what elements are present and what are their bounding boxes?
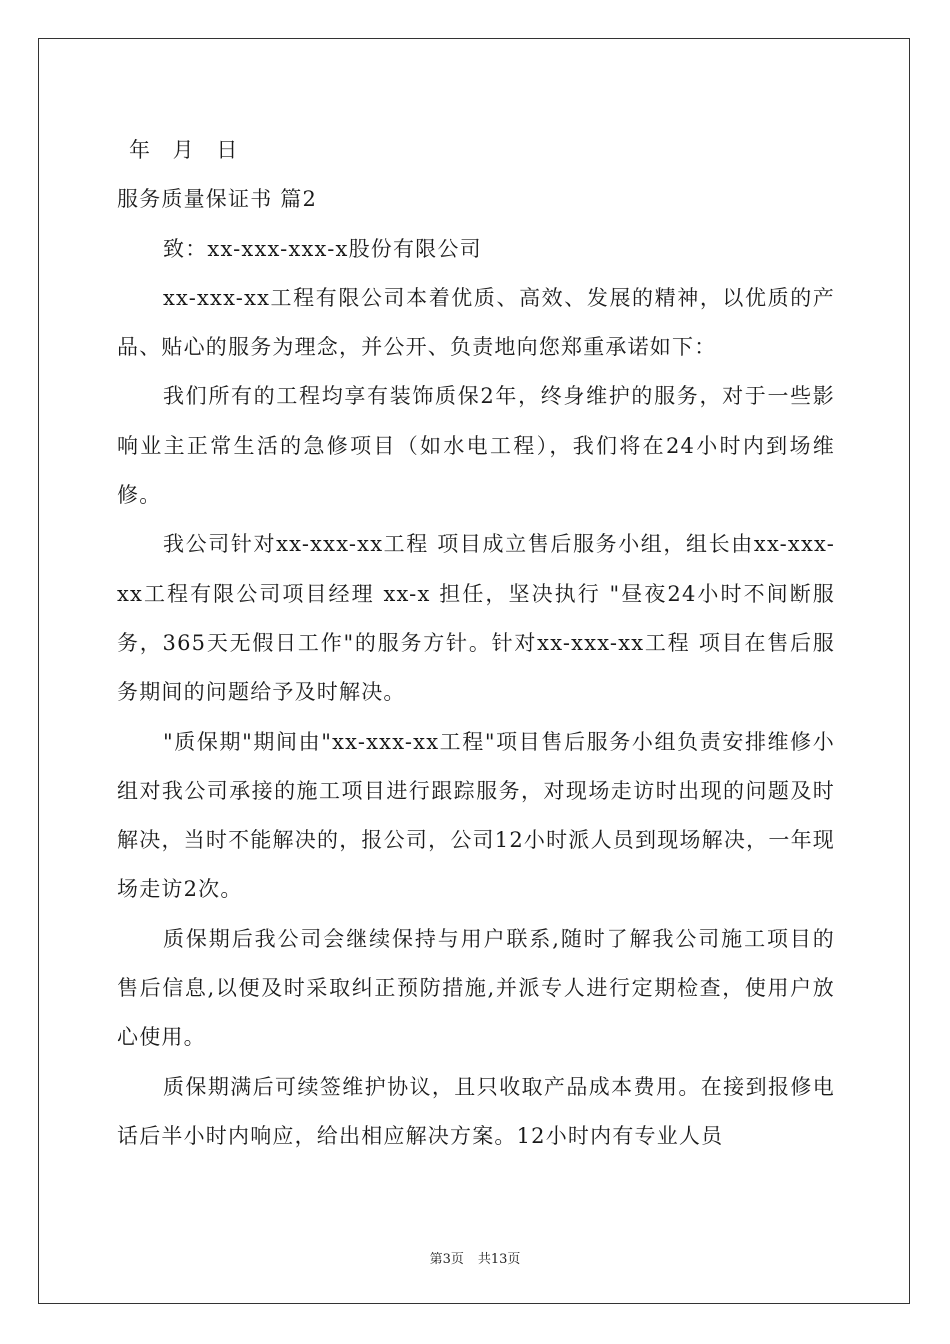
page-total: 共13页 — [477, 1252, 521, 1267]
paragraph-warranty: 我们所有的工程均享有装饰质保2年，终身维护的服务，对于一些影响业主正常生活的急修项目（如水电工程），我们将在24小时内到场维修。 — [117, 384, 835, 508]
document-body — [117, 126, 835, 1161]
paragraph-after-warranty: 质保期后我公司会继续保持与用户联系,随时了解我公司施工项目的售后信息,以便及时采取纠正预防措施,并派专人进行定期检查，使用户放心使用。 — [117, 926, 835, 1050]
addressee: 致：xx-xxx-xxx-x股份有限公司 — [163, 236, 482, 261]
page-footer — [0, 1248, 950, 1267]
paragraph-renewal: 质保期满后可续签维护协议，且只收取产品成本费用。在接到报修电话后半小时内响应，给出相应解决方案。12小时内有专业人员 — [117, 1074, 835, 1148]
paragraph-warranty-period: "质保期"期间由"xx-xxx-xx工程"项目售后服务小组负责安排维修小组对我公司承接的施工项目进行跟踪服务，对现场走访时出现的问题及时解决，当时不能解决的，报公司，公司12小时派人员到现场解决，一年现场走访2次。 — [117, 729, 835, 902]
page-number: 第3页 — [429, 1252, 464, 1267]
paragraph-service-team: 我公司针对xx-xxx-xx工程 项目成立售后服务小组，组长由xx-xxx-xx工程有限公司项目经理 xx-x 担任，坚决执行 "昼夜24小时不间断服务，365天无假日工作"的服务方针。针对xx-xxx-xx工程 项目在售后服务期间的问题给予及时解决。 — [117, 532, 835, 705]
document-heading: 服务质量保证书 篇2 — [117, 187, 318, 212]
date-line: 年 月 日 — [129, 138, 246, 162]
paragraph-intro: xx-xxx-xx工程有限公司本着优质、高效、发展的精神，以优质的产品、贴心的服务为理念，并公开、负责地向您郑重承诺如下： — [117, 285, 835, 360]
